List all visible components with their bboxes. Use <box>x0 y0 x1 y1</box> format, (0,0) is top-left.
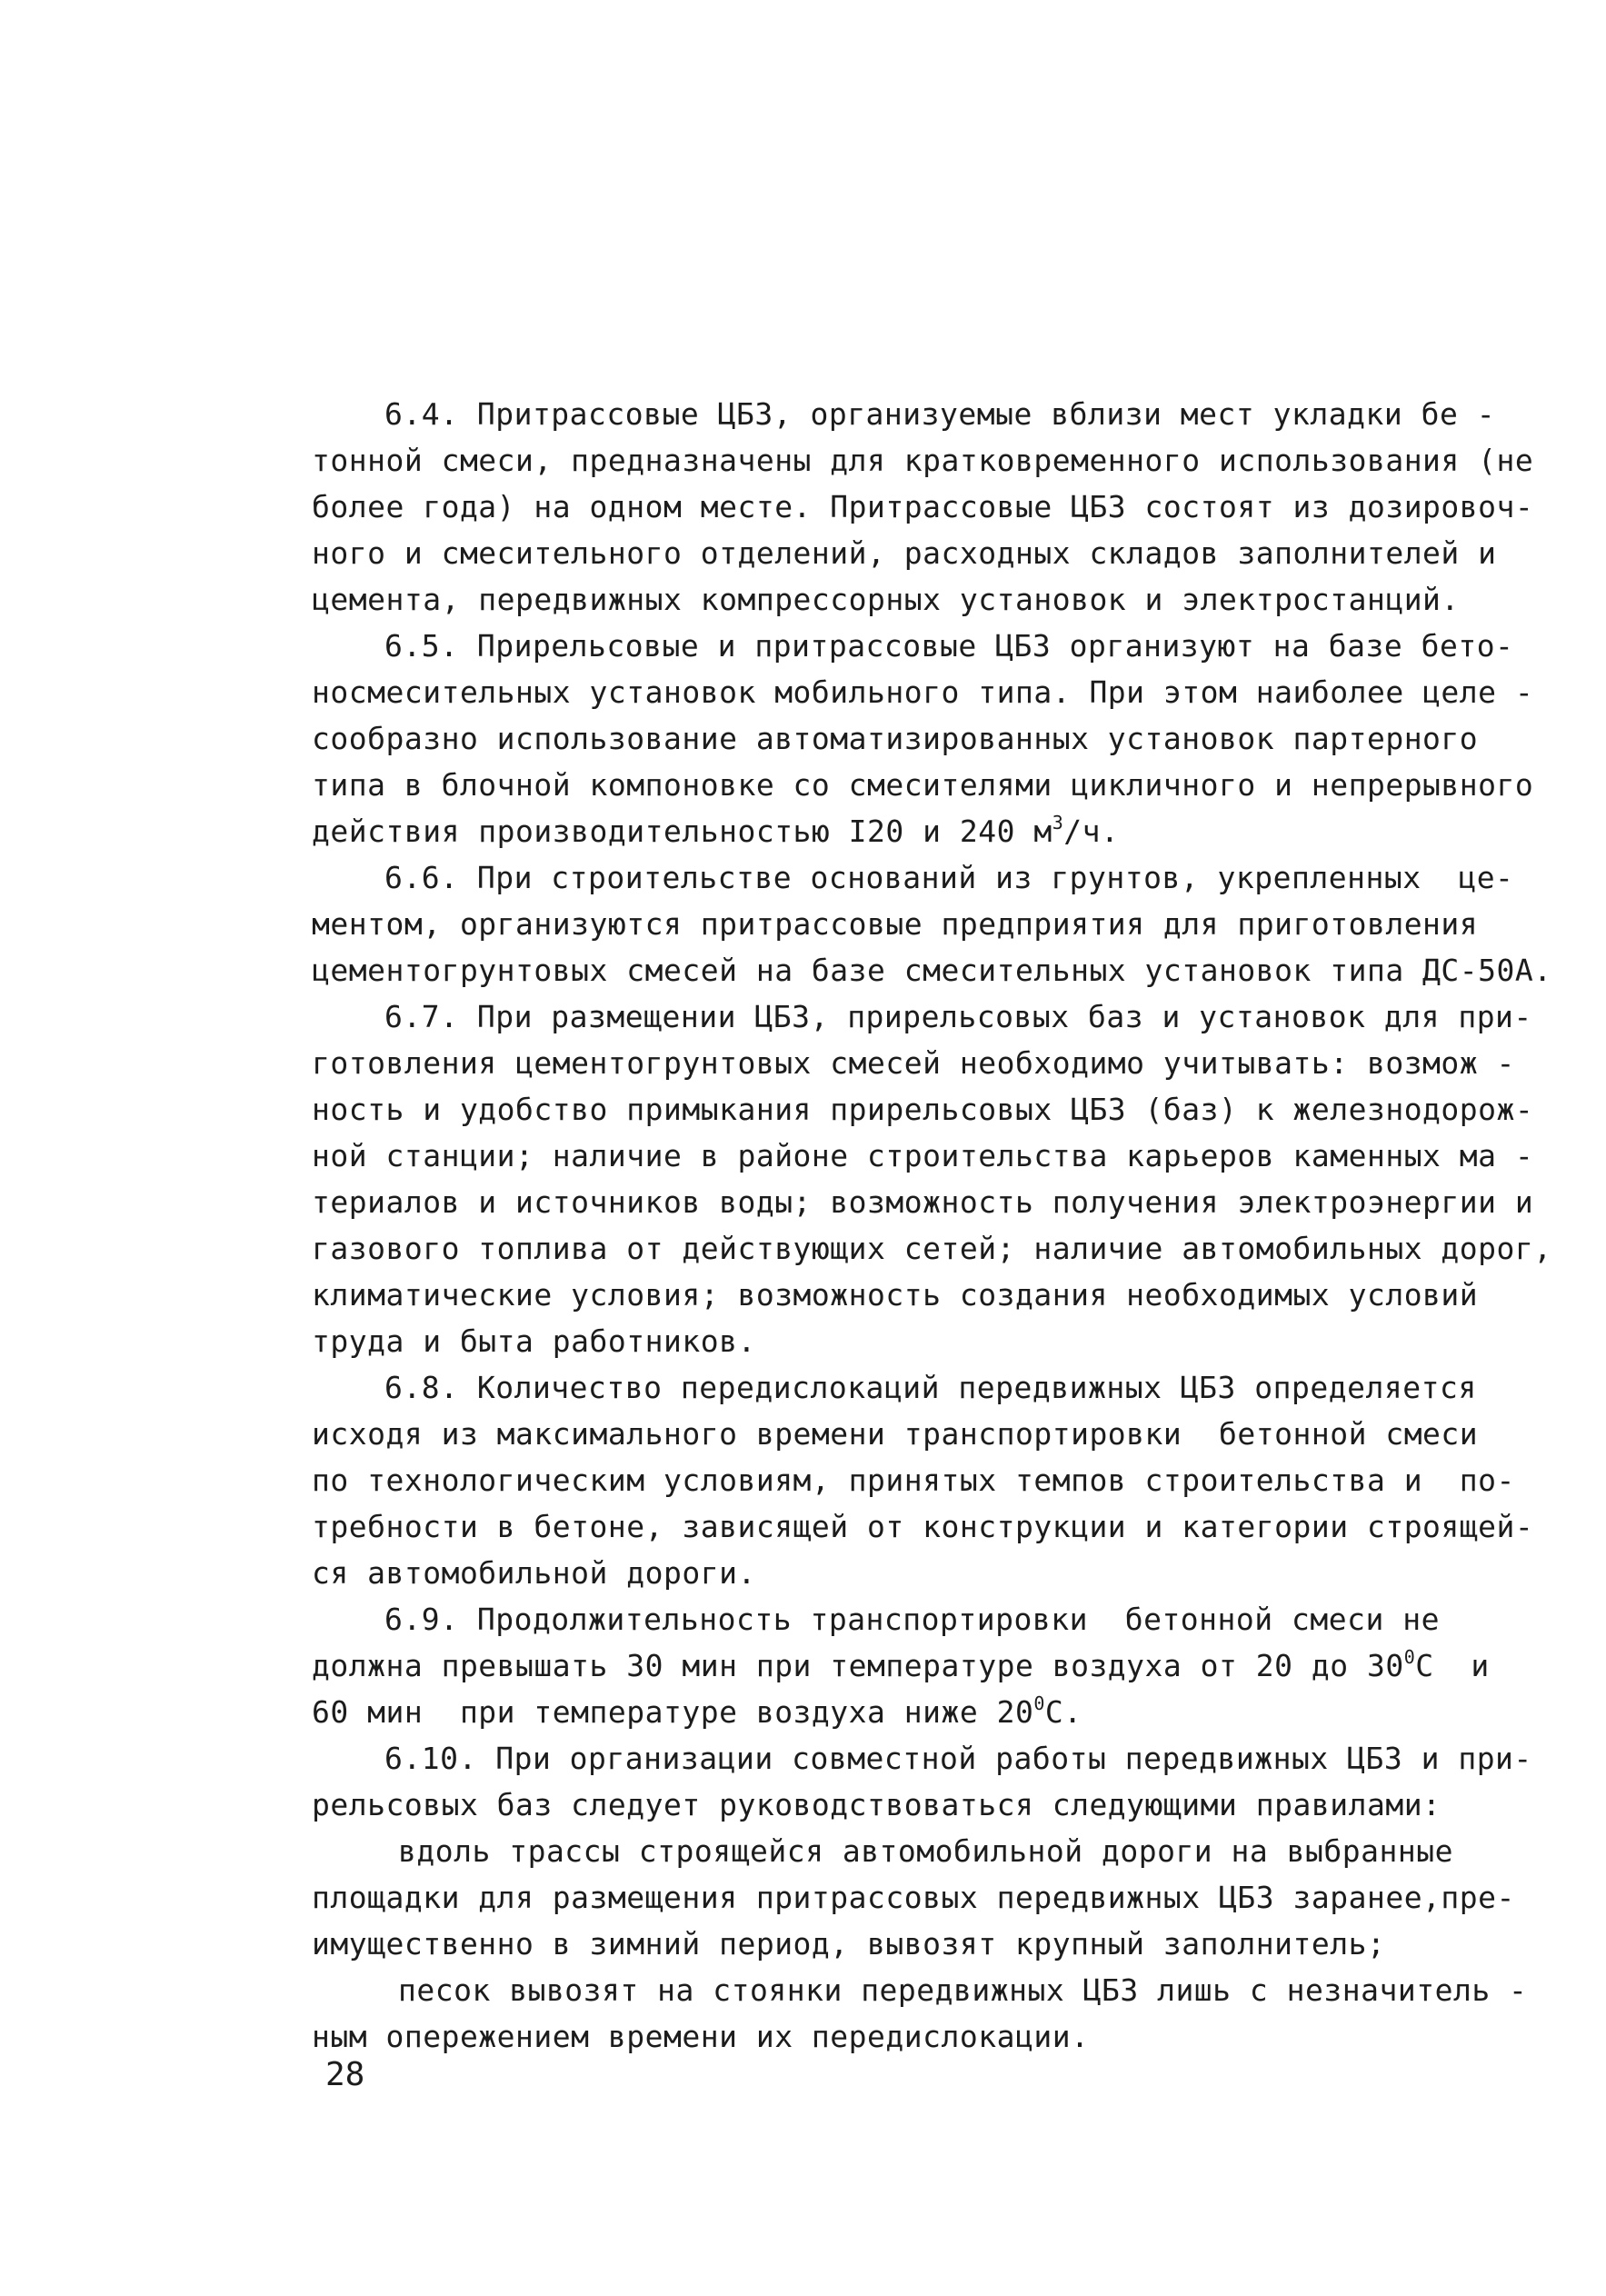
text-line: рельсовых баз следует руководствоваться следующими правилами: <box>312 1787 1441 1822</box>
text-line: цементогрунтовых смесей на базе смесительных установок типа ДС-50А. <box>312 953 1552 988</box>
text-line: газового топлива от действующих сетей; наличие автомобильных дорог, <box>312 1231 1552 1266</box>
text-line: ность и удобство примыкания прирельсовых ЦБЗ (баз) к железнодорож- <box>312 1092 1534 1127</box>
text-line: готовления цементогрунтовых смесей необходимо учитывать: возмож - <box>312 1045 1515 1081</box>
text-line: по технологическим условиям, принятых темпов строительства и по- <box>312 1462 1515 1498</box>
text-line-part: действия производительностью I20 и 240 м <box>312 814 1052 849</box>
text-line-part: С. <box>1044 1694 1082 1730</box>
text-line: требности в бетоне, зависящей от конструкции и категории строящей- <box>312 1509 1534 1544</box>
text-line <box>312 1642 1521 1689</box>
text-line: сообразно использование автоматизированных установок партерного <box>312 721 1479 756</box>
text-line: 6.10. При организации совместной работы передвижных ЦБЗ и при- <box>384 1741 1532 1776</box>
text-line: ся автомобильной дороги. <box>312 1555 756 1591</box>
text-line: 6.9. Продолжительность транспортировки бетонной смеси не <box>384 1602 1440 1637</box>
text-line: труда и быта работников. <box>312 1323 756 1359</box>
text-line-part: 60 мин при температуре воздуха ниже 20 <box>312 1694 1034 1730</box>
text-line-part: С и <box>1415 1648 1490 1683</box>
page-number: 28 <box>325 2056 365 2093</box>
text-line: цемента, передвижных компрессорных установок и электростанций. <box>312 582 1460 617</box>
text-line: 6.4. Притрассовые ЦБЗ, организуемые вблизи мест укладки бе - <box>384 396 1496 432</box>
text-line: песок вывозят на стоянки передвижных ЦБЗ лишь с незначитель - <box>398 1972 1528 2008</box>
text-line: более года) на одном месте. Притрассовые ЦБЗ состоят из дозировоч- <box>312 489 1534 524</box>
text-line: тонной смеси, предназначены для кратковременного использования (не <box>312 443 1534 478</box>
text-line: ной станции; наличие в районе строительства карьеров каменных ма - <box>312 1138 1534 1173</box>
text-line-part: должна превышать 30 мин при температуре воздуха от 20 до 30 <box>312 1648 1404 1683</box>
text-line: 6.5. Прирельсовые и притрассовые ЦБЗ организуют на базе бето- <box>384 628 1514 664</box>
text-line: ментом, организуются притрассовые предприятия для приготовления <box>312 906 1479 942</box>
text-line: исходя из максимального времени транспортировки бетонной смеси <box>312 1416 1479 1452</box>
text-line: 6.7. При размещении ЦБЗ, прирельсовых баз и установок для при- <box>384 999 1532 1034</box>
text-line: климатические условия; возможность создания необходимых условий <box>312 1277 1479 1313</box>
text-line: имущественно в зимний период, вывозят крупный заполнитель; <box>312 1926 1386 1962</box>
superscript: 0 <box>1033 1692 1045 1714</box>
superscript: 3 <box>1052 812 1064 834</box>
text-line: 6.8. Количество передислокаций передвижных ЦБЗ определяется <box>384 1370 1477 1405</box>
text-line-part: /ч. <box>1063 814 1120 849</box>
text-line: ным опережением времени их передислокации. <box>312 2019 1090 2054</box>
text-line: типа в блочной компоновке со смесителями цикличного и непрерывного <box>312 767 1534 803</box>
text-line: 6.6. При строительстве оснований из грунтов, укрепленных це- <box>384 860 1514 895</box>
superscript: 0 <box>1403 1646 1416 1668</box>
text-line: териалов и источников воды; возможность получения электроэнергии и <box>312 1184 1534 1220</box>
text-line: носмесительных установок мобильного типа. При этом наиболее целе - <box>312 674 1534 710</box>
text-line <box>312 808 1521 854</box>
text-line <box>312 1689 1521 1735</box>
text-line: вдоль трассы строящейся автомобильной дороги на выбранные <box>398 1833 1453 1869</box>
text-line: площадки для размещения притрассовых передвижных ЦБЗ заранее,пре- <box>312 1880 1515 1915</box>
body-text <box>312 391 1552 2060</box>
text-line: ного и смесительного отделений, расходных складов заполнителей и <box>312 535 1497 571</box>
